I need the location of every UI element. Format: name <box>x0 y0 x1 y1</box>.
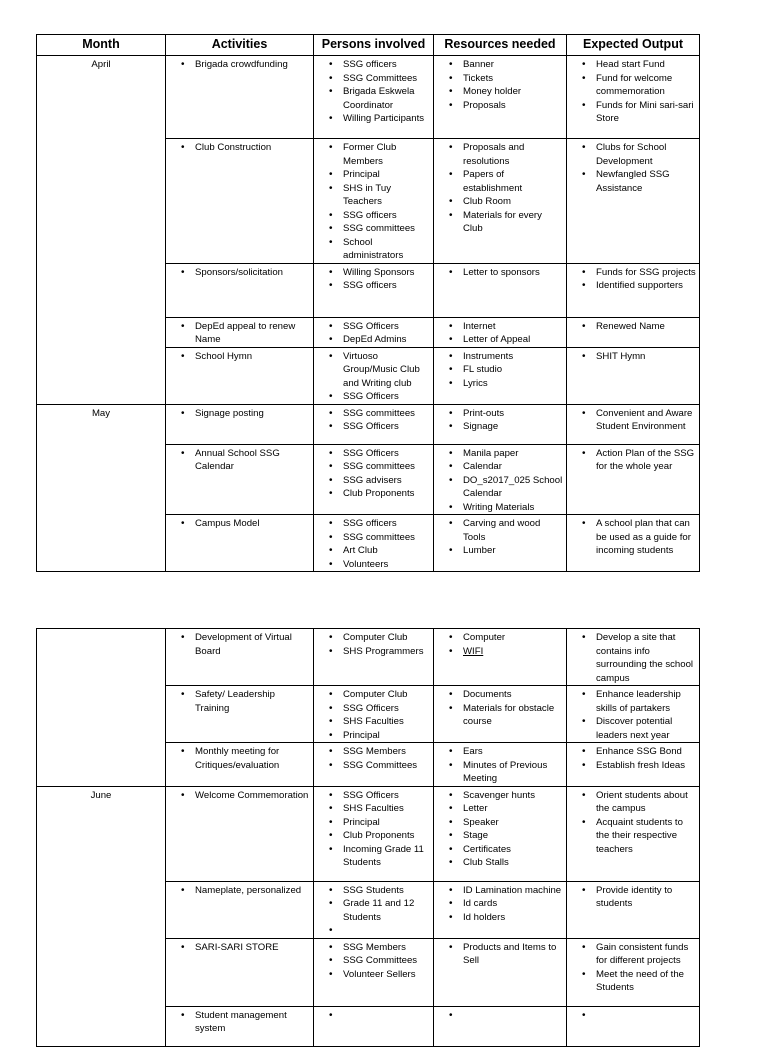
resources-cell <box>434 881 567 938</box>
resources-list <box>437 884 563 925</box>
resources-cell <box>434 743 567 787</box>
activities-list <box>169 517 310 531</box>
output-list <box>570 141 696 195</box>
list-item: • Signage posting <box>169 407 310 421</box>
persons-cell <box>314 1006 434 1046</box>
resources-cell <box>434 786 567 881</box>
list-item: • Principal <box>317 729 430 743</box>
resources-cell <box>434 139 567 264</box>
list-item: • Minutes of Previous Meeting <box>437 759 563 786</box>
list-item: • SSG Officers <box>317 390 430 404</box>
list-item: • SSG Officers <box>317 789 430 803</box>
resources-cell <box>434 56 567 139</box>
resources-list <box>437 1009 563 1023</box>
persons-list <box>317 884 430 938</box>
list-item: • Funds for SSG projects <box>570 266 696 280</box>
list-item: • SSG committees <box>317 222 430 236</box>
list-item: • Safety/ Leadership Training <box>169 688 310 715</box>
list-item: • Brigada Eskwela Coordinator <box>317 85 430 112</box>
list-item: • Print-outs <box>437 407 563 421</box>
list-item: • Lyrics <box>437 377 563 391</box>
output-list <box>570 789 696 857</box>
list-item: • Annual School SSG Calendar <box>169 447 310 474</box>
persons-list <box>317 631 430 658</box>
list-item: • Ears <box>437 745 563 759</box>
list-item: • Materials for obstacle course <box>437 702 563 729</box>
output-list <box>570 447 696 474</box>
resources-list <box>437 266 563 280</box>
resources-cell <box>434 629 567 686</box>
resources-list <box>437 517 563 558</box>
list-item <box>570 1009 696 1023</box>
list-item: • School administrators <box>317 236 430 263</box>
output-cell <box>567 515 700 572</box>
output-cell <box>567 686 700 743</box>
list-item: • Enhance SSG Bond <box>570 745 696 759</box>
plan-table-1 <box>36 34 700 572</box>
list-item: • SSG Committees <box>317 954 430 968</box>
resources-cell <box>434 347 567 404</box>
list-item <box>317 924 430 938</box>
list-item: • SHS in Tuy Teachers <box>317 182 430 209</box>
resources-list <box>437 631 563 658</box>
list-item: • Willing Participants <box>317 112 430 126</box>
list-item: • Letter of Appeal <box>437 333 563 347</box>
list-item: • SARI-SARI STORE <box>169 941 310 955</box>
list-item: • Principal <box>317 816 430 830</box>
activities-list <box>169 941 310 955</box>
persons-cell <box>314 139 434 264</box>
persons-cell <box>314 938 434 1006</box>
list-item: • Computer <box>437 631 563 645</box>
persons-cell <box>314 515 434 572</box>
list-item: • Convenient and Aware Student Environment <box>570 407 696 434</box>
list-item: • Computer Club <box>317 688 430 702</box>
list-item: • SSG committees <box>317 531 430 545</box>
list-item: • Id cards <box>437 897 563 911</box>
persons-cell <box>314 629 434 686</box>
output-list <box>570 688 696 742</box>
list-item: • Enhance leadership skills of partakers <box>570 688 696 715</box>
list-item: • SSG Officers <box>317 447 430 461</box>
persons-cell <box>314 444 434 515</box>
output-cell <box>567 317 700 347</box>
activities-list <box>169 688 310 715</box>
resources-list <box>437 350 563 391</box>
persons-list <box>317 1009 430 1023</box>
list-item: • Develop a site that contains info surrounding the school campus <box>570 631 696 685</box>
output-list <box>570 884 696 911</box>
list-item: • SHS Programmers <box>317 645 430 659</box>
activities-cell <box>166 743 314 787</box>
list-item: • Action Plan of the SSG for the whole year <box>570 447 696 474</box>
persons-list <box>317 745 430 772</box>
resources-list <box>437 688 563 729</box>
list-item: • Club Construction <box>169 141 310 155</box>
list-item: • SHIT Hymn <box>570 350 696 364</box>
list-item: • Club Stalls <box>437 856 563 870</box>
list-item: • SSG committees <box>317 460 430 474</box>
list-item: • SSG Committees <box>317 72 430 86</box>
list-item: • Willing Sponsors <box>317 266 430 280</box>
resources-cell <box>434 686 567 743</box>
persons-list <box>317 266 430 293</box>
resources-list <box>437 941 563 968</box>
list-item: • Stage <box>437 829 563 843</box>
list-item: • Calendar <box>437 460 563 474</box>
output-list <box>570 517 696 558</box>
list-item: • Documents <box>437 688 563 702</box>
output-list <box>570 631 696 685</box>
table-body-2 <box>37 629 700 1047</box>
activities-cell <box>166 347 314 404</box>
list-item: • Volunteers <box>317 558 430 572</box>
table-row <box>37 629 700 686</box>
persons-list <box>317 407 430 434</box>
list-item: • Signage <box>437 420 563 434</box>
table-row <box>37 56 700 139</box>
header-persons: Persons involved <box>314 35 434 56</box>
list-item: • Development of Virtual Board <box>169 631 310 658</box>
header-output: Expected Output <box>567 35 700 56</box>
persons-list <box>317 789 430 870</box>
list-item: • Newfangled SSG Assistance <box>570 168 696 195</box>
output-cell <box>567 881 700 938</box>
activities-list <box>169 631 310 658</box>
list-item: • Principal <box>317 168 430 182</box>
list-item: • Money holder <box>437 85 563 99</box>
resources-list <box>437 447 563 515</box>
resources-list <box>437 58 563 112</box>
activities-cell <box>166 686 314 743</box>
activities-list <box>169 266 310 280</box>
resources-cell <box>434 444 567 515</box>
persons-list <box>317 350 430 404</box>
list-item: • SSG Officers <box>317 420 430 434</box>
output-cell <box>567 56 700 139</box>
activities-list <box>169 407 310 421</box>
list-item: • DepEd Admins <box>317 333 430 347</box>
output-cell <box>567 938 700 1006</box>
activities-list <box>169 745 310 772</box>
list-item: • Orient students about the campus <box>570 789 696 816</box>
activities-cell <box>166 56 314 139</box>
persons-list <box>317 58 430 126</box>
persons-cell <box>314 743 434 787</box>
list-item: • Renewed Name <box>570 320 696 334</box>
list-item: • Writing Materials <box>437 501 563 515</box>
activities-list <box>169 447 310 474</box>
list-item: • Products and Items to Sell <box>437 941 563 968</box>
activities-list <box>169 1009 310 1036</box>
table-body-1 <box>37 56 700 572</box>
list-item: • Campus Model <box>169 517 310 531</box>
list-item: • ID Lamination machine <box>437 884 563 898</box>
activities-list <box>169 350 310 364</box>
output-cell <box>567 743 700 787</box>
header-resources: Resources needed <box>434 35 567 56</box>
persons-cell <box>314 263 434 317</box>
list-item: • Letter to sponsors <box>437 266 563 280</box>
list-item: • Discover potential leaders next year <box>570 715 696 742</box>
persons-list <box>317 688 430 742</box>
resources-list <box>437 141 563 236</box>
persons-list <box>317 447 430 501</box>
output-list <box>570 320 696 334</box>
list-item: • Id holders <box>437 911 563 925</box>
list-item: • Fund for welcome commemoration <box>570 72 696 99</box>
activities-cell <box>166 1006 314 1046</box>
list-item: • Head start Fund <box>570 58 696 72</box>
activities-cell <box>166 139 314 264</box>
list-item: • SHS Faculties <box>317 802 430 816</box>
output-cell <box>567 347 700 404</box>
list-item: • SSG Committees <box>317 759 430 773</box>
list-item: • Scavenger hunts <box>437 789 563 803</box>
list-item: • SHS Faculties <box>317 715 430 729</box>
list-item: • FL studio <box>437 363 563 377</box>
activities-cell <box>166 881 314 938</box>
resources-list <box>437 320 563 347</box>
activities-list <box>169 320 310 347</box>
list-item: • Certificates <box>437 843 563 857</box>
list-item: • Proposals and resolutions <box>437 141 563 168</box>
list-item: • Identified supporters <box>570 279 696 293</box>
output-cell <box>567 139 700 264</box>
list-item: • Meet the need of the Students <box>570 968 696 995</box>
persons-cell <box>314 786 434 881</box>
resources-list <box>437 745 563 786</box>
list-item: • DepEd appeal to renew Name <box>169 320 310 347</box>
output-cell <box>567 786 700 881</box>
output-list <box>570 407 696 434</box>
resources-cell <box>434 263 567 317</box>
header-activities: Activities <box>166 35 314 56</box>
list-item: • Establish fresh Ideas <box>570 759 696 773</box>
output-cell <box>567 263 700 317</box>
list-item: • Carving and wood Tools <box>437 517 563 544</box>
list-item: • SSG advisers <box>317 474 430 488</box>
activities-cell <box>166 629 314 686</box>
list-item: • WIFI <box>437 645 563 659</box>
activities-cell <box>166 786 314 881</box>
persons-list <box>317 941 430 982</box>
activities-list <box>169 884 310 898</box>
list-item: • Student management system <box>169 1009 310 1036</box>
list-item: • Clubs for School Development <box>570 141 696 168</box>
list-item: • Speaker <box>437 816 563 830</box>
output-cell <box>567 1006 700 1046</box>
list-item: • Nameplate, personalized <box>169 884 310 898</box>
persons-cell <box>314 347 434 404</box>
list-item: • Materials for every Club <box>437 209 563 236</box>
list-item: • Provide identity to students <box>570 884 696 911</box>
header-month: Month <box>37 35 166 56</box>
list-item: • Papers of establishment <box>437 168 563 195</box>
list-item: • Letter <box>437 802 563 816</box>
activities-cell <box>166 404 314 444</box>
month-cell: April <box>37 56 166 405</box>
list-item: • Grade 11 and 12 Students <box>317 897 430 924</box>
header-row <box>37 35 700 56</box>
list-item: • A school plan that can be used as a guide for incoming students <box>570 517 696 558</box>
list-item: • DO_s2017_025 School Calendar <box>437 474 563 501</box>
activities-list <box>169 141 310 155</box>
list-item: • Welcome Commemoration <box>169 789 310 803</box>
list-item <box>317 1009 430 1023</box>
resources-list <box>437 789 563 870</box>
list-item: • Instruments <box>437 350 563 364</box>
list-item: • SSG officers <box>317 209 430 223</box>
list-item: • Internet <box>437 320 563 334</box>
list-item: • SSG Students <box>317 884 430 898</box>
list-item: • Acquaint students to the their respective teachers <box>570 816 696 857</box>
list-item: • Club Room <box>437 195 563 209</box>
output-list <box>570 941 696 995</box>
persons-cell <box>314 56 434 139</box>
resources-cell <box>434 938 567 1006</box>
output-cell <box>567 404 700 444</box>
resources-list <box>437 407 563 434</box>
plan-table-2 <box>36 628 700 1047</box>
persons-cell <box>314 404 434 444</box>
list-item: • SSG committees <box>317 407 430 421</box>
list-item: • School Hymn <box>169 350 310 364</box>
activities-cell <box>166 263 314 317</box>
list-item: • Incoming Grade 11 Students <box>317 843 430 870</box>
persons-list <box>317 517 430 571</box>
activities-list <box>169 789 310 803</box>
activities-cell <box>166 938 314 1006</box>
activities-cell <box>166 317 314 347</box>
activities-cell <box>166 515 314 572</box>
list-item: • Sponsors/solicitation <box>169 266 310 280</box>
output-list <box>570 266 696 293</box>
persons-list <box>317 320 430 347</box>
list-item: • SSG officers <box>317 517 430 531</box>
list-item: • Proposals <box>437 99 563 113</box>
list-item: • Banner <box>437 58 563 72</box>
list-item: • SSG Members <box>317 941 430 955</box>
list-item: • Art Club <box>317 544 430 558</box>
list-item: • Tickets <box>437 72 563 86</box>
list-item: • SSG Members <box>317 745 430 759</box>
persons-list <box>317 141 430 263</box>
list-item: • Virtuoso Group/Music Club and Writing club <box>317 350 430 391</box>
month-cell: June <box>37 786 166 1046</box>
list-item: • SSG officers <box>317 279 430 293</box>
month-cell: May <box>37 404 166 572</box>
list-item: • SSG Officers <box>317 702 430 716</box>
table-row <box>37 786 700 881</box>
output-list <box>570 745 696 772</box>
output-list <box>570 350 696 364</box>
persons-cell <box>314 686 434 743</box>
list-item: • Club Proponents <box>317 487 430 501</box>
activities-cell <box>166 444 314 515</box>
list-item: • Funds for Mini sari-sari Store <box>570 99 696 126</box>
list-item: • Gain consistent funds for different projects <box>570 941 696 968</box>
month-cell <box>37 629 166 787</box>
list-item: • Brigada crowdfunding <box>169 58 310 72</box>
output-cell <box>567 444 700 515</box>
activities-list <box>169 58 310 72</box>
list-item: • Club Proponents <box>317 829 430 843</box>
table-row <box>37 404 700 444</box>
list-item: • Monthly meeting for Critiques/evaluation <box>169 745 310 772</box>
list-item: • SSG Officers <box>317 320 430 334</box>
output-list <box>570 1009 696 1023</box>
list-item: • Lumber <box>437 544 563 558</box>
resources-cell <box>434 317 567 347</box>
resources-cell <box>434 515 567 572</box>
persons-cell <box>314 317 434 347</box>
list-item: • Manila paper <box>437 447 563 461</box>
list-item: • Volunteer Sellers <box>317 968 430 982</box>
resources-cell <box>434 1006 567 1046</box>
output-cell <box>567 629 700 686</box>
list-item: • SSG officers <box>317 58 430 72</box>
output-list <box>570 58 696 126</box>
persons-cell <box>314 881 434 938</box>
list-item: • Former Club Members <box>317 141 430 168</box>
list-item <box>437 1009 563 1023</box>
list-item: • Computer Club <box>317 631 430 645</box>
resources-cell <box>434 404 567 444</box>
